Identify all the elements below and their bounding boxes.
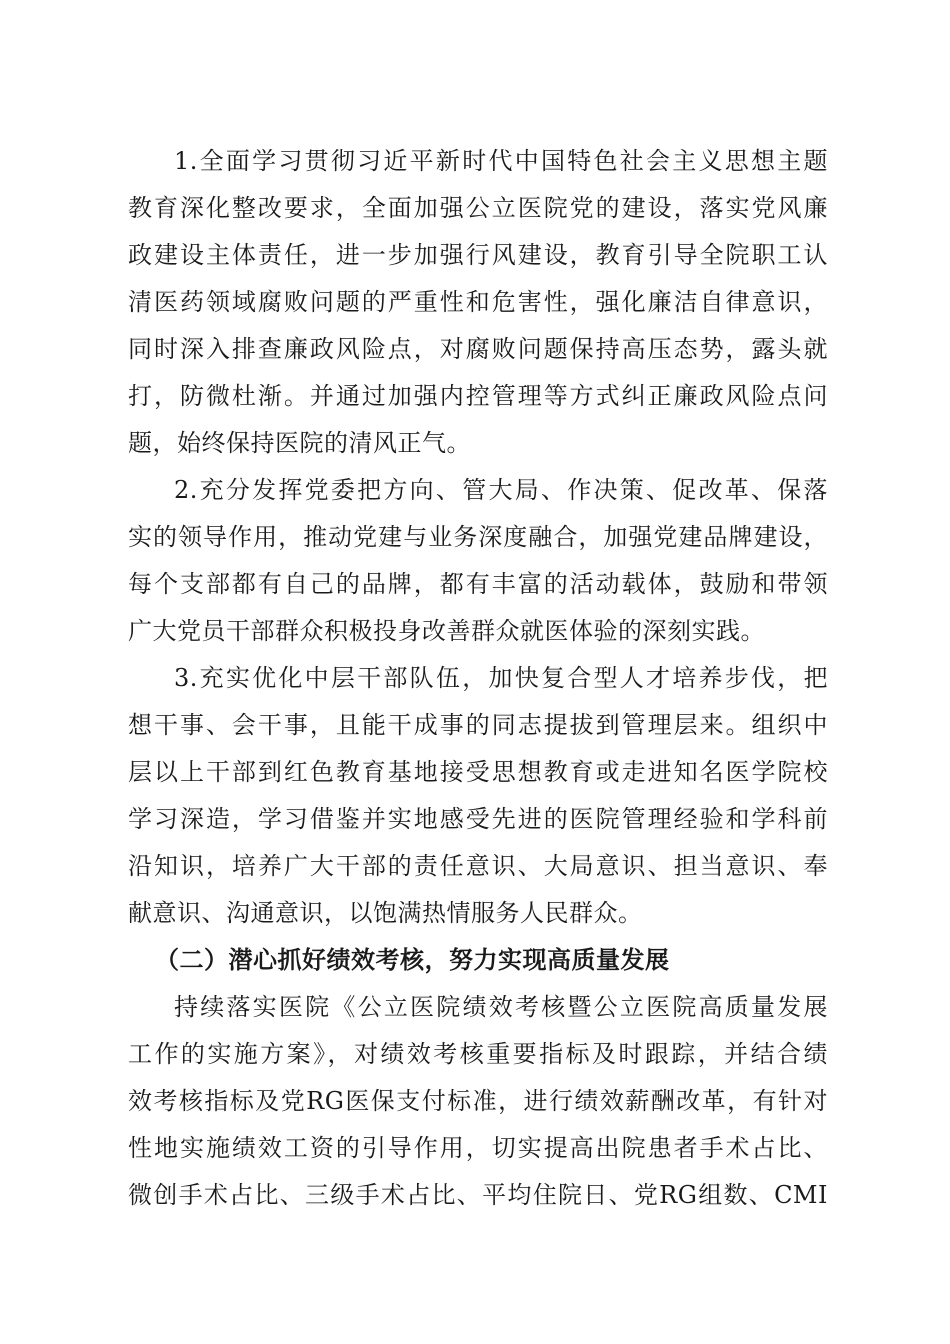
para3-line-3: 层以上干部到红色教育基地接受思想教育或走进知名医学院校 <box>128 758 828 786</box>
para4-line-1: 持续落实医院《公立医院绩效考核暨公立医院高质量发展 <box>174 993 828 1021</box>
para2-line-1: 2.充分发挥党委把方向、管大局、作决策、促改革、保落 <box>174 476 828 504</box>
para4-line-4: 性地实施绩效工资的引导作用，切实提高出院患者手术占比、 <box>128 1134 828 1162</box>
para1-line-6: 打，防微杜渐。并通过加强内控管理等方式纠正廉政风险点问 <box>128 382 828 410</box>
para1-line-4: 清医药领域腐败问题的严重性和危害性，强化廉洁自律意识， <box>128 288 828 316</box>
para3-line-6: 献意识、沟通意识，以饱满热情服务人民群众。 <box>128 899 643 927</box>
para4-line-5: 微创手术占比、三级手术占比、平均住院日、党RG组数、CMI <box>128 1181 828 1209</box>
para2-line-3: 每个支部都有自己的品牌，都有丰富的活动载体，鼓励和带领 <box>128 570 828 598</box>
para2-line-2: 实的领导作用，推动党建与业务深度融合，加强党建品牌建设， <box>128 523 828 551</box>
para1-line-7: 题，始终保持医院的清风正气。 <box>128 429 471 457</box>
para1-line-1: 1.全面学习贯彻习近平新时代中国特色社会主义思想主题 <box>174 147 828 175</box>
para4-line-3: 效考核指标及党RG医保支付标准，进行绩效薪酬改革，有针对 <box>128 1087 828 1115</box>
para1-line-3: 政建设主体责任，进一步加强行风建设，教育引导全院职工认 <box>128 241 828 269</box>
para4-line-2: 工作的实施方案》，对绩效考核重要指标及时跟踪，并结合绩 <box>128 1040 828 1068</box>
para3-line-2: 想干事、会干事，且能干成事的同志提拔到管理层来。组织中 <box>128 711 828 739</box>
para3-line-4: 学习深造，学习借鉴并实地感受先进的医院管理经验和学科前 <box>128 805 828 833</box>
section-heading: （二）潜心抓好绩效考核，努力实现高质量发展 <box>155 945 670 974</box>
para3-line-1: 3.充实优化中层干部队伍，加快复合型人才培养步伐，把 <box>174 664 828 692</box>
para3-line-5: 沿知识，培养广大干部的责任意识、大局意识、担当意识、奉 <box>128 852 828 880</box>
para2-line-4: 广大党员干部群众积极投身改善群众就医体验的深刻实践。 <box>128 617 765 645</box>
para1-line-2: 教育深化整改要求，全面加强公立医院党的建设，落实党风廉 <box>128 194 828 222</box>
para1-line-5: 同时深入排查廉政风险点，对腐败问题保持高压态势，露头就 <box>128 335 828 363</box>
